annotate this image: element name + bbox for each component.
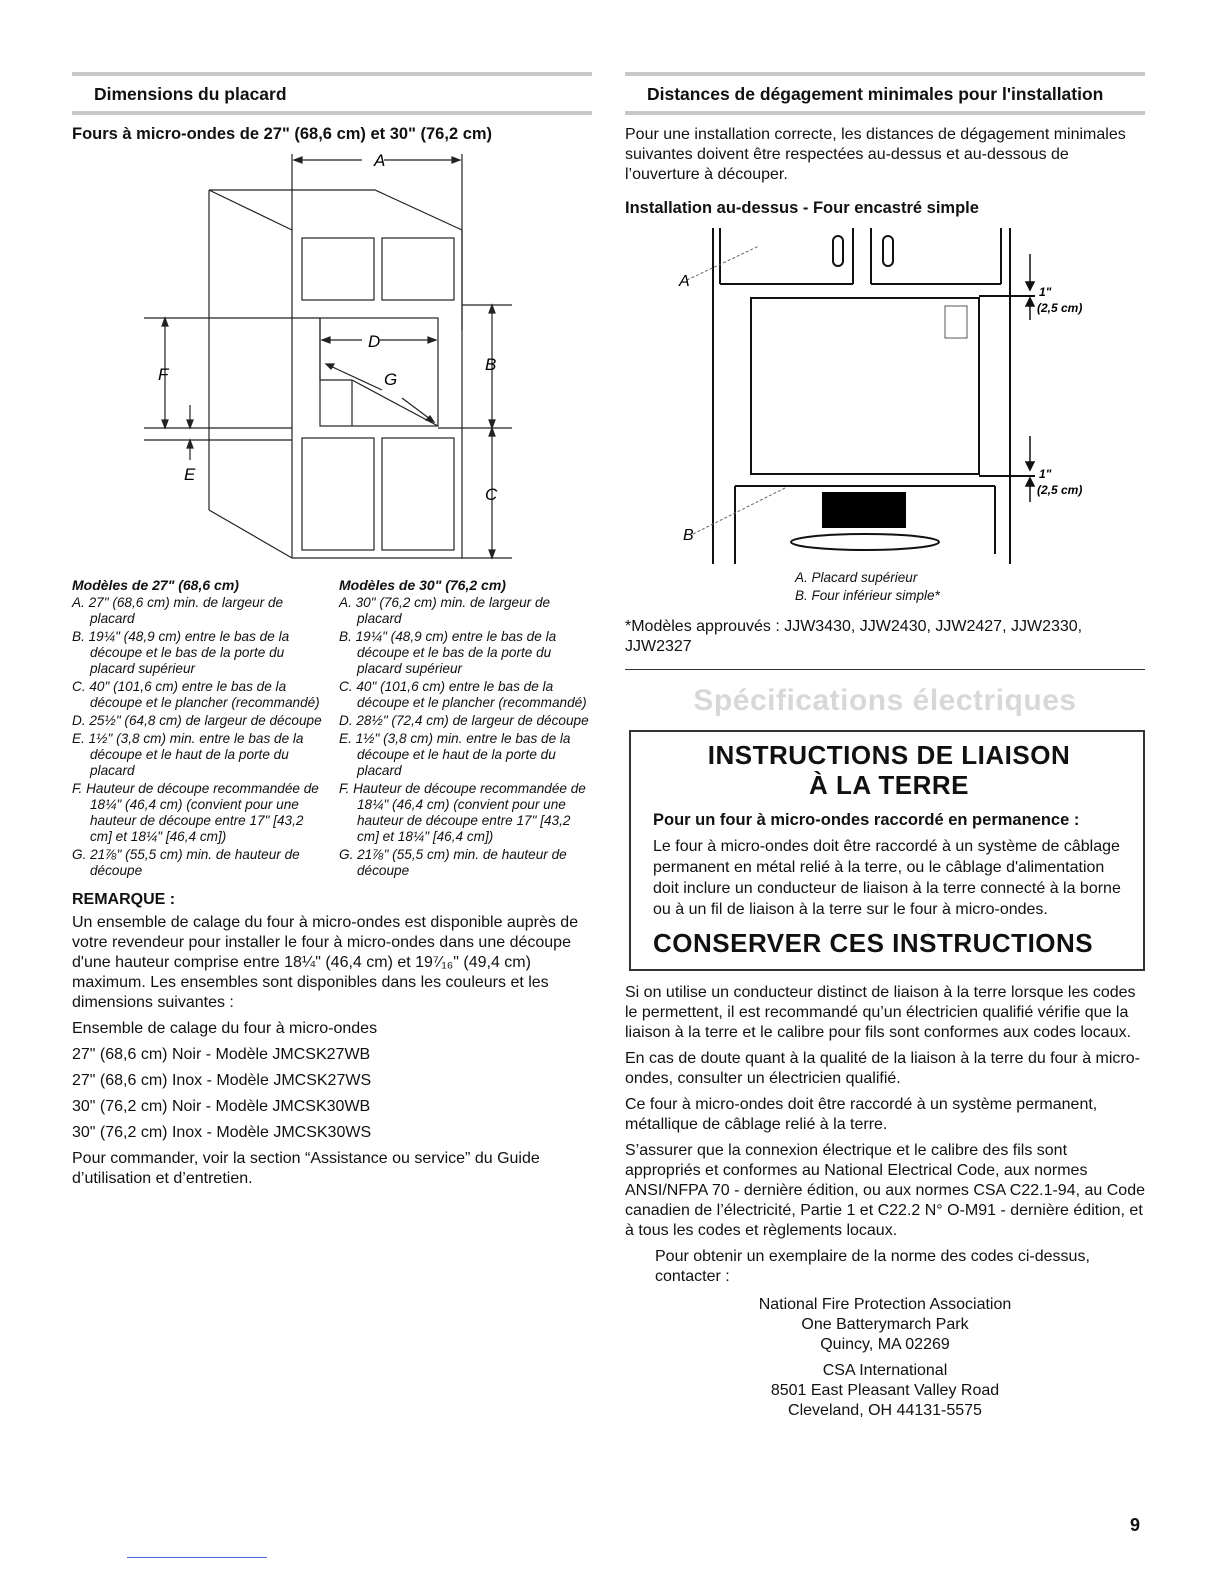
contact-intro: Pour obtenir un exemplaire de la norme des codes ci-dessus, contacter :: [655, 1248, 1090, 1285]
dim-bottom-inches: 1": [1039, 467, 1052, 481]
caption-item: D. 28½" (72,4 cm) de largeur de découpe: [339, 713, 589, 728]
installation-clearance-diagram: [625, 224, 1145, 569]
remark-kit-item: 30" (76,2 cm) Noir - Modèle JMCSK30WB: [72, 1098, 371, 1115]
electrical-specs-title: Spécifications électriques: [693, 684, 1077, 717]
remark-kit-item: 27" (68,6 cm) Inox - Modèle JMCSK27WS: [72, 1072, 372, 1089]
caption-item: C. 40" (101,6 cm) entre le bas de la découpe et le plancher (recommandé): [339, 679, 587, 710]
grounding-paragraph: Si on utilise un conducteur distinct de liaison à la terre lorsque les codes le permettent, il est recommandé qu’un électricien qualifié vérifie que la liaison à la terre et le calibre pour fils sont conformes aux codes locaux.: [625, 984, 1136, 1041]
section-heading-cabinet-dimensions: Dimensions du placard: [72, 72, 592, 115]
label-a-upper-cabinet: A: [679, 273, 690, 290]
page-number: 9: [1130, 1515, 1141, 1535]
grounding-paragraph: S’assurer que la connexion électrique et le calibre des fils sont appropriés et conformes au National Electrical Code, aux normes ANSI/NFPA 70 - dernière édition, ou aux normes CSA C22.1-94, au Code canadien de l’électricité, Partie 1 et C22.2 N° O-M91 - dernière édition, et à tous les codes et règlements locaux.: [625, 1142, 1145, 1239]
address-csa: [625, 1361, 1145, 1421]
bottom-link-line: [127, 1557, 267, 1558]
grounding-title-line1: INSTRUCTIONS DE LIAISON: [707, 740, 1071, 770]
caption-item: A. 27" (68,6 cm) min. de largeur de placard: [72, 595, 284, 626]
clearance-diagram-svg: [625, 224, 1145, 564]
remark-heading: REMARQUE :: [72, 891, 176, 908]
caption-item: A. 30" (76,2 cm) min. de largeur de placard: [339, 595, 551, 626]
cabinet-dimension-diagram: [72, 150, 592, 575]
address-line: CSA International: [822, 1362, 948, 1379]
subheading-single-oven: Installation au-dessus - Four encastré simple: [625, 199, 979, 217]
grounding-paragraph: En cas de doute quant à la qualité de la liaison à la terre du four à micro-ondes, consulter un électricien qualifié.: [625, 1050, 1140, 1087]
dim-bottom-cm: (2,5 cm): [1037, 483, 1083, 497]
caption-item: G. 21⅞" (55,5 cm) min. de hauteur de découpe: [72, 847, 300, 878]
caption-item: C. 40" (101,6 cm) entre le bas de la découpe et le plancher (recommandé): [72, 679, 320, 710]
section-heading-clearances: Distances de dégagement minimales pour l'installation: [625, 72, 1145, 115]
clearance-intro: Pour une installation correcte, les distances de dégagement minimales suivantes doivent être respectées au-dessus et au-dessous de l’ouverture à découper.: [625, 126, 1126, 183]
remark-paragraph: Pour commander, voir la section “Assistance ou service” du Guide d’utilisation et d’entretien.: [72, 1150, 540, 1187]
captions-27-heading: Modèles de 27" (68,6 cm): [72, 577, 239, 593]
remark-paragraph: Ensemble de calage du four à micro-ondes: [72, 1020, 378, 1037]
remark-kit-item: 27" (68,6 cm) Noir - Modèle JMCSK27WB: [72, 1046, 371, 1063]
grounding-subheading: Pour un four à micro-ondes raccordé en permanence :: [653, 811, 1080, 829]
grounding-body: Le four à micro-ondes doit être raccordé à un système de câblage permanent en métal relié à la terre, ou le câblage d'alimentation doit inclure un conducteur de liaison à la terre connecté à la borne ou à un fil de liaison à la terre sur le four à micro-ondes.: [653, 838, 1121, 918]
label-e: E: [184, 465, 196, 484]
save-instructions: CONSERVER CES INSTRUCTIONS: [653, 928, 1094, 958]
remark-kit-item: 30" (76,2 cm) Inox - Modèle JMCSK30WS: [72, 1124, 372, 1141]
label-b: B: [485, 355, 497, 374]
label-a: A: [374, 151, 386, 170]
approved-models: *Modèles approuvés : JJW3430, JJW2430, JJW2427, JJW2330, JJW2327: [625, 618, 1083, 655]
clearance-captions: [795, 569, 1145, 605]
divider: [625, 669, 1145, 670]
caption-item: F. Hauteur de découpe recommandée de 18¼" (46,4 cm) (convient pour une hauteur de découpe entre 17" [43,2 cm] et 18¼" [46,4 cm]): [339, 781, 586, 844]
captions-30-heading: Modèles de 30" (76,2 cm): [339, 577, 506, 593]
caption-lower-oven: B. Four inférieur simple*: [795, 588, 940, 603]
caption-upper-cabinet: A. Placard supérieur: [795, 570, 918, 585]
grounding-title-line2: À LA TERRE: [808, 770, 970, 800]
dim-top-inches: 1": [1039, 285, 1052, 299]
dim-top-cm: (2,5 cm): [1037, 301, 1083, 315]
address-line: Cleveland, OH 44131-5575: [788, 1402, 982, 1419]
address-line: Quincy, MA 02269: [820, 1336, 950, 1353]
caption-item: B. 19¼" (48,9 cm) entre le bas de la découpe et le bas de la porte du placard supérieur: [72, 629, 290, 676]
left-column: [72, 72, 592, 1195]
caption-item: E. 1½" (3,8 cm) min. entre le bas de la découpe et le haut de la porte du placard: [72, 731, 304, 778]
caption-item: G. 21⅞" (55,5 cm) min. de hauteur de découpe: [339, 847, 567, 878]
label-c: C: [485, 485, 498, 504]
label-f: F: [158, 365, 169, 384]
captions-30-inch: [339, 577, 592, 881]
caption-item: E. 1½" (3,8 cm) min. entre le bas de la découpe et le haut de la porte du placard: [339, 731, 571, 778]
address-line: One Batterymarch Park: [801, 1316, 969, 1333]
grounding-instructions-box: [629, 730, 1145, 971]
dimension-captions: [72, 577, 592, 881]
address-line: 8501 East Pleasant Valley Road: [770, 1382, 1000, 1399]
label-g: G: [384, 370, 398, 389]
grounding-paragraph: Ce four à micro-ondes doit être raccordé à un système permanent, métallique de câblage relié à la terre.: [625, 1096, 1098, 1133]
caption-item: D. 25½" (64,8 cm) de largeur de découpe: [72, 713, 322, 728]
caption-item: F. Hauteur de découpe recommandée de 18¼" (46,4 cm) (convient pour une hauteur de découpe entre 17" [43,2 cm] et 18¼" [46,4 cm]): [72, 781, 319, 844]
address-line: National Fire Protection Association: [758, 1296, 1012, 1313]
subheading-microwave-sizes: Fours à micro-ondes de 27" (68,6 cm) et 30" (76,2 cm): [72, 125, 493, 143]
address-nfpa: [625, 1295, 1145, 1355]
label-d: D: [368, 332, 381, 351]
cabinet-diagram-svg: [72, 150, 592, 570]
right-column: [625, 72, 1145, 1421]
label-b-lower-oven: B: [683, 527, 694, 544]
remark-paragraph: Un ensemble de calage du four à micro-ondes est disponible auprès de votre revendeur pour installer le four à micro-ondes dans une découpe d'une hauteur comprise entre 18¼" (46,4 cm) et 19⁷⁄₁₆" (49,4 cm) maximum. Les ensembles sont disponibles dans les couleurs et les dimensions suivantes :: [72, 914, 579, 1011]
caption-item: B. 19¼" (48,9 cm) entre le bas de la découpe et le bas de la porte du placard supérieur: [339, 629, 557, 676]
captions-27-inch: [72, 577, 325, 881]
